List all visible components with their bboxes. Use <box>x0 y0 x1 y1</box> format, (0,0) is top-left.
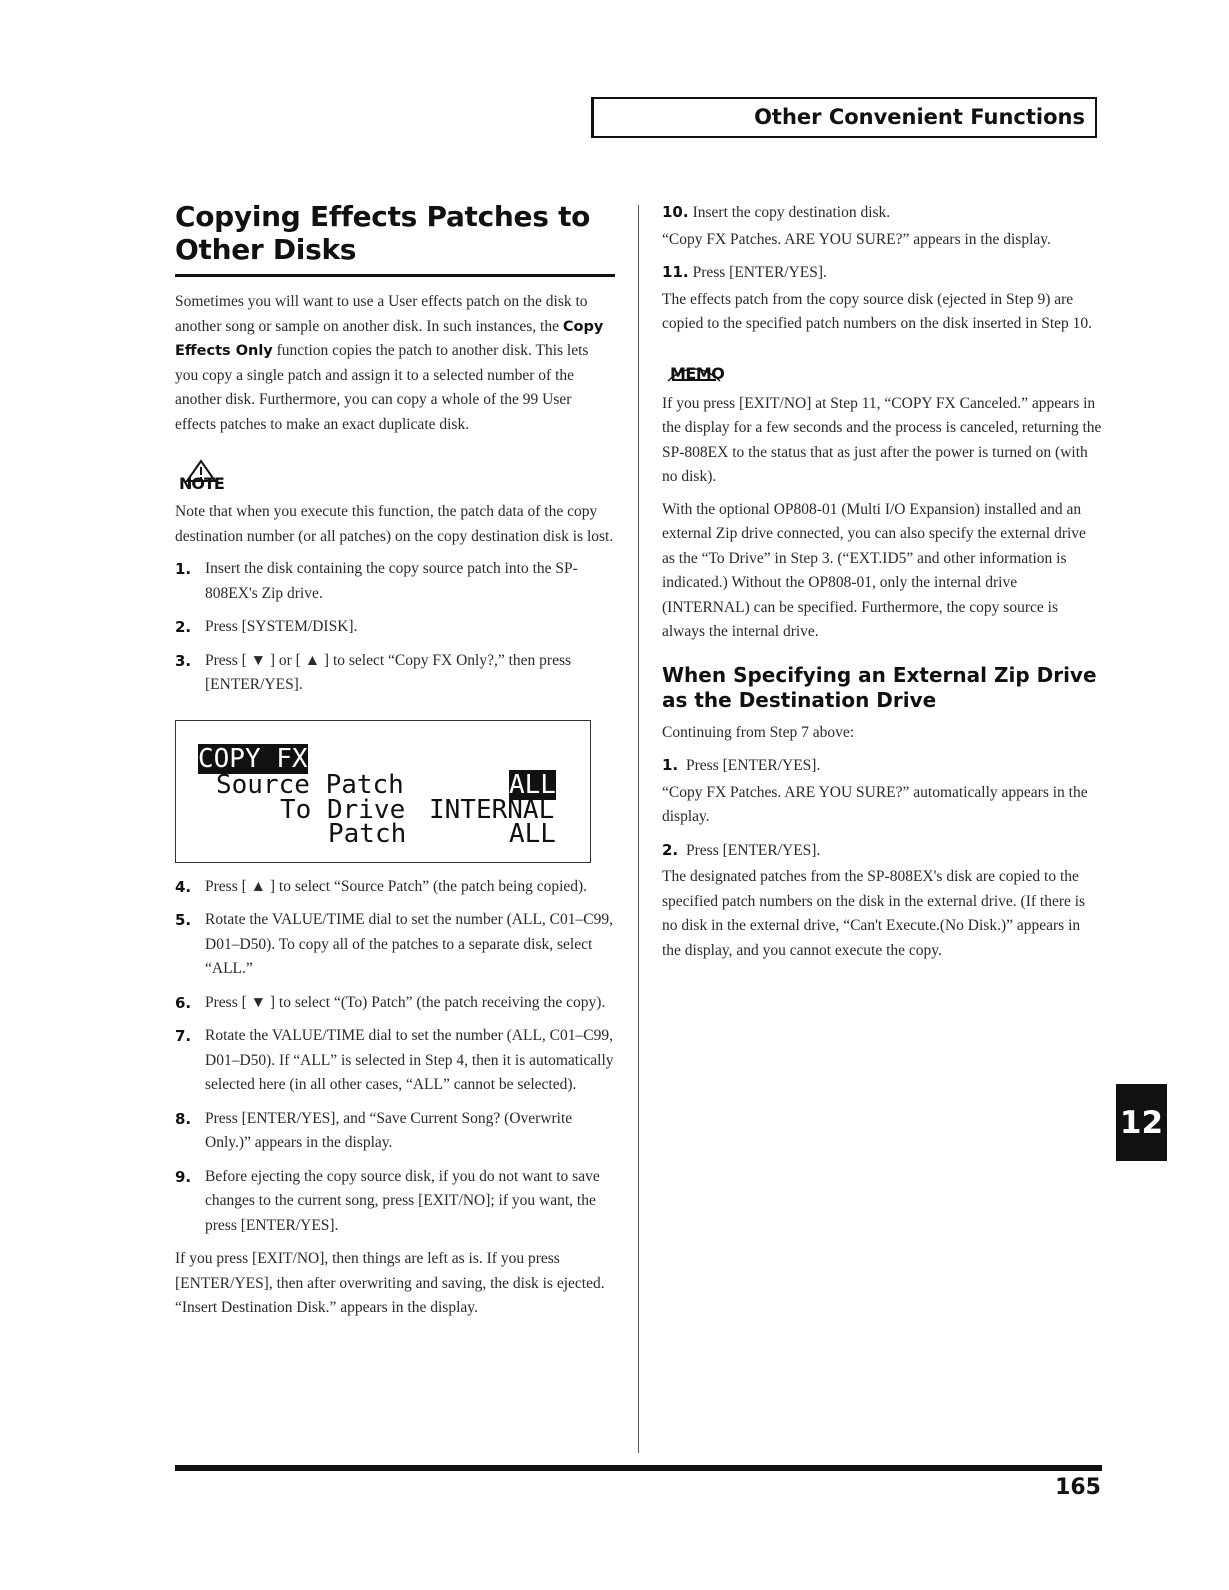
chapter-tab: 12 <box>1116 1084 1167 1161</box>
section-header <box>591 97 1097 138</box>
column-divider <box>638 205 639 1453</box>
intro-paragraph: Sometimes you will want to use a User effects patch on the disk to another song or sample on another disk. In such instances, the Copy Effects Only function copies the patch to another disk. This lets you copy a single patch and assign it to a selected number of the another disk. Furthermore, you can copy a whole of the 99 User effects patches to make an exact duplicate disk. <box>175 293 604 433</box>
step-10: 10. Insert the copy destination disk. <box>662 203 891 221</box>
ext-step-2-note: The designated patches from the SP-808EX's disk are copied to the specified patch numbers on the disk in the external drive. (If there is no disk in the external drive, “Can't Execute.(No Disk.)” appears in the display, and you cannot execute the copy. <box>662 868 1086 959</box>
lcd-value-source-patch: ALL <box>509 769 556 800</box>
step-7: 7. Rotate the VALUE/TIME dial to set the number (ALL, C01–C99, D01–D50). If “ALL” is selected in Step 4, then it is automatically selected here (in all other cases, “ALL” cannot be selected). <box>175 1027 614 1093</box>
lcd-row-patch: Patch <box>328 818 407 849</box>
step-11: 11. Press [ENTER/YES]. <box>662 263 827 281</box>
lcd-title: COPY FX <box>198 743 308 774</box>
ext-step-1-note: “Copy FX Patches. ARE YOU SURE?” automatically appears in the display. <box>662 783 1088 825</box>
ext-step-2: 2. Press [ENTER/YES]. <box>662 840 821 859</box>
step-4: 4. Press [ ▲ ] to select “Source Patch” (the patch being copied). <box>175 877 588 896</box>
lcd-value-to-drive: INTERNAL <box>429 794 555 825</box>
title-rule <box>175 274 615 277</box>
step-1: 1. Insert the disk containing the copy source patch into the SP-808EX's Zip drive. <box>175 560 578 602</box>
section-header-title: Other Convenient Functions <box>754 105 1085 129</box>
step-11-note: The effects patch from the copy source disk (ejected in Step 9) are copied to the specified patch numbers on the disk inserted in Step 10. <box>662 290 1093 332</box>
memo-icon: MEMO <box>664 355 734 385</box>
lcd-display <box>175 720 591 863</box>
function-name: Copy Effects Only <box>175 318 604 359</box>
step-5: 5. Rotate the VALUE/TIME dial to set the number (ALL, C01–C99, D01–D50). To copy all of the patches to a separate disk, select “ALL.” <box>175 911 613 977</box>
page-number: 165 <box>1055 1475 1101 1500</box>
step-3: 3. Press [ ▼ ] or [ ▲ ] to select “Copy FX Only?,” then press [ENTER/YES]. <box>175 651 572 693</box>
lcd-row-to-drive: To Drive <box>280 794 406 825</box>
step-2: 2. Press [SYSTEM/DISK]. <box>175 618 358 636</box>
footer-rule <box>175 1465 1102 1471</box>
note-text: Note that when you execute this function, the patch data of the copy destination number (or all patches) on the copy destination disk is lost. <box>175 503 614 545</box>
closing-paragraph: If you press [EXIT/NO], then things are left as is. If you press [ENTER/YES], then after overwriting and saving, the disk is ejected. “Insert Destination Disk.” appears in the display. <box>175 1250 605 1316</box>
ext-step-1: 1. Press [ENTER/YES]. <box>662 756 821 774</box>
memo-paragraph-1: If you press [EXIT/NO] at Step 11, “COPY FX Canceled.” appears in the display for a few seconds and the process is canceled, returning the SP-808EX to the status that as just after the power is turned on (with no disk). <box>662 394 1102 485</box>
step-10-note: “Copy FX Patches. ARE YOU SURE?” appears in the display. <box>662 230 1051 248</box>
note-icon: NOTE <box>177 459 237 495</box>
step-9: 9. Before ejecting the copy source disk, if you do not want to save changes to the current song, press [EXIT/NO]; if you want, the press [ENTER/YES]. <box>175 1167 600 1234</box>
lcd-value-patch: ALL <box>509 818 556 849</box>
page-title: Copying Effects Patches to Other Disks <box>175 200 591 266</box>
continuing-text: Continuing from Step 7 above: <box>662 723 855 741</box>
memo-paragraph-2: With the optional OP808-01 (Multi I/O Expansion) installed and an external Zip drive connected, you can also specify the external drive as the “To Drive” in Step 3. (“EXT.ID5” and other information is indicated.) Without the OP808-01, only the internal drive (INTERNAL) can be specified. Furthermore, the copy source is always the internal drive. <box>662 500 1086 640</box>
step-8: 8. Press [ENTER/YES], and “Save Current Song? (Overwrite Only.)” appears in the display. <box>175 1109 573 1151</box>
left-column <box>175 200 615 1329</box>
subsection-title: When Specifying an External Zip Drive as the Destination Drive <box>662 662 1097 712</box>
right-column <box>662 200 1102 971</box>
step-6: 6. Press [ ▼ ] to select “(To) Patch” (the patch receiving the copy). <box>175 993 606 1012</box>
lcd-row-source-patch: Source Patch <box>216 769 404 800</box>
